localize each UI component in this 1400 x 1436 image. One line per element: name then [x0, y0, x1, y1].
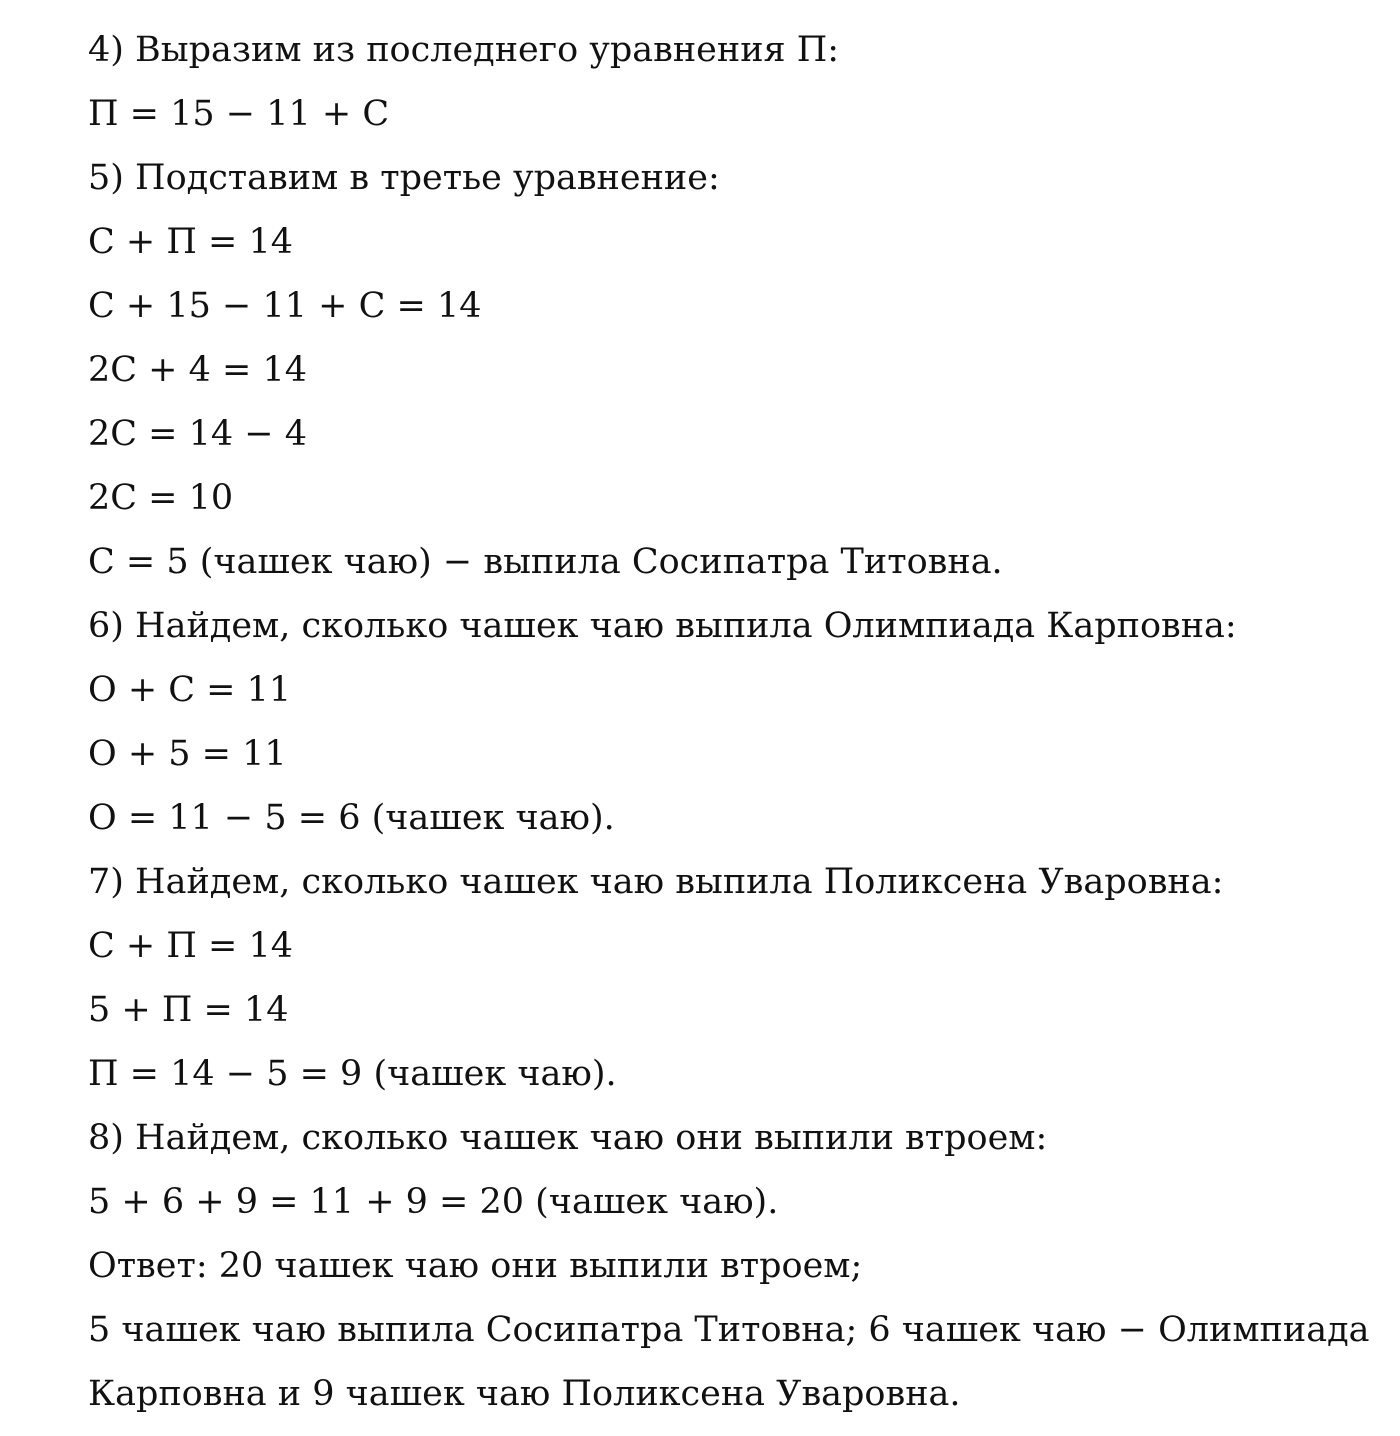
- answer-line-2: 5 чашек чаю выпила Сосипатра Титовна; 6 чашек чаю − Олимпиада: [88, 1310, 1370, 1350]
- equation-total: 5 + 6 + 9 = 11 + 9 = 20 (чашек чаю).: [88, 1182, 779, 1222]
- equation-p-expression: П = 15 − 11 + С: [88, 94, 390, 134]
- step-7-heading: 7) Найдем, сколько чашек чаю выпила Поликсена Уваровна:: [88, 862, 1224, 902]
- result-olimpiada: О = 11 − 5 = 6 (чашек чаю).: [88, 798, 615, 838]
- equation-5-plus-p: 5 + П = 14: [88, 990, 289, 1030]
- solution-document: [88, 18, 1378, 1426]
- answer-line-3: Карповна и 9 чашек чаю Поликсена Уваровна.: [88, 1374, 961, 1414]
- result-poliksena: П = 14 − 5 = 9 (чашек чаю).: [88, 1054, 617, 1094]
- equation-o-plus-5: О + 5 = 11: [88, 734, 287, 774]
- step-8-heading: 8) Найдем, сколько чашек чаю они выпили втроем:: [88, 1118, 1048, 1158]
- equation-substitution: С + 15 − 11 + С = 14: [88, 286, 482, 326]
- step-6-heading: 6) Найдем, сколько чашек чаю выпила Олимпиада Карповна:: [88, 606, 1237, 646]
- equation-c-plus-p: С + П = 14: [88, 222, 293, 262]
- equation-2c-plus-4: 2С + 4 = 14: [88, 350, 308, 390]
- equation-2c-result: 2С = 10: [88, 478, 234, 518]
- answer-line-1: Ответ: 20 чашек чаю они выпили втроем;: [88, 1246, 863, 1286]
- equation-c-plus-p-repeat: С + П = 14: [88, 926, 293, 966]
- result-sosipatra: С = 5 (чашек чаю) − выпила Сосипатра Титовна.: [88, 542, 1003, 582]
- equation-o-plus-c: О + С = 11: [88, 670, 292, 710]
- step-5-heading: 5) Подставим в третье уравнение:: [88, 158, 720, 198]
- equation-2c-difference: 2С = 14 − 4: [88, 414, 308, 454]
- step-4-heading: 4) Выразим из последнего уравнения П:: [88, 30, 840, 70]
